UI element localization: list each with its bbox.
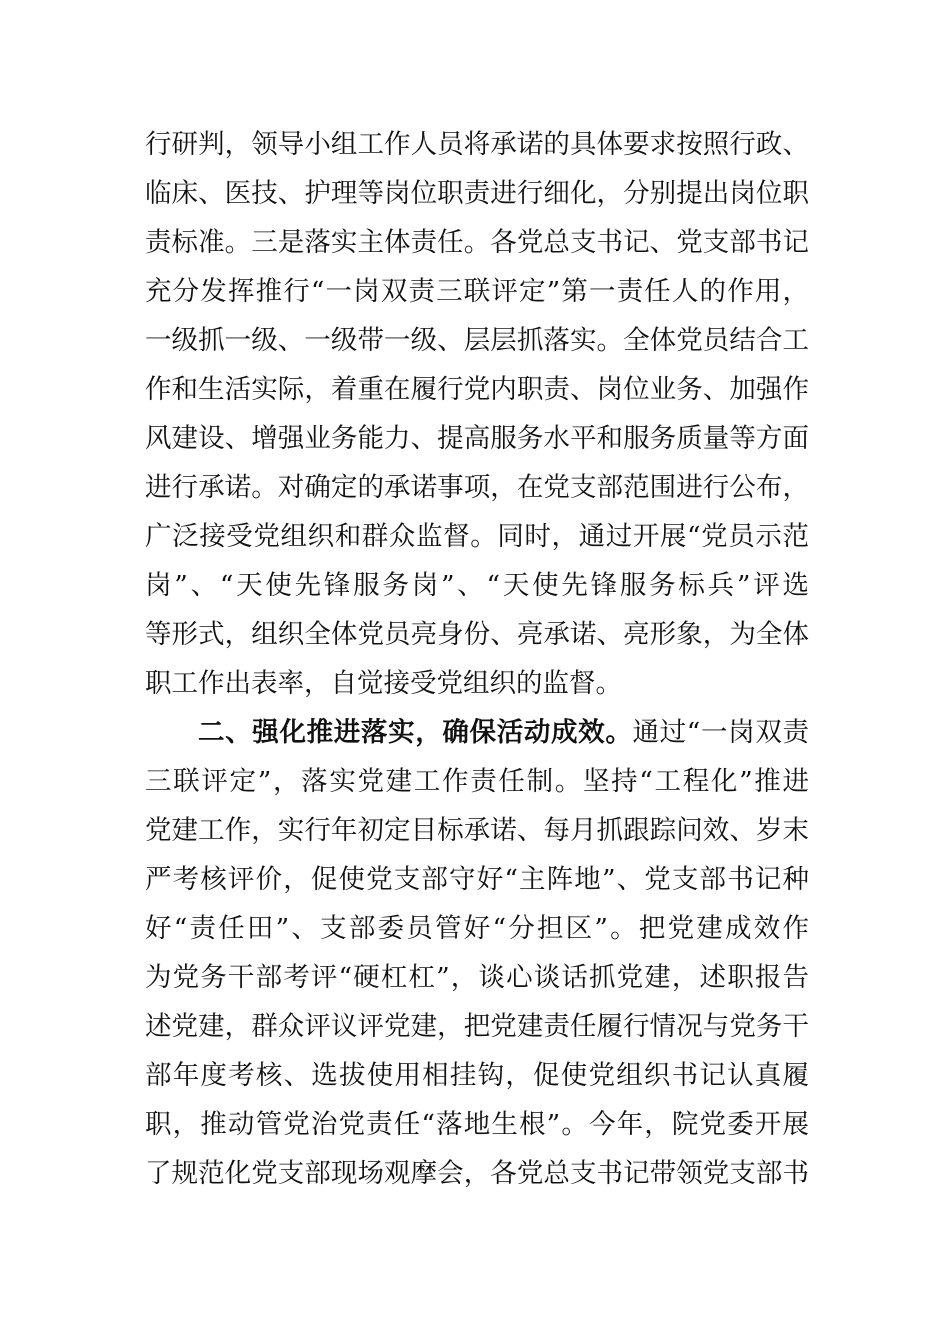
text-line: 好“责任田”、支部委员管好“分担区”。把党建成效作 bbox=[145, 913, 809, 944]
text-line: 党建工作，实行年初定目标承诺、每月抓跟踪问效、岁末 bbox=[145, 815, 809, 846]
text-line: 等形式，组织全体党员亮身份、亮承诺、亮形象，为全体 bbox=[145, 619, 809, 650]
text-line: 了规范化党支部现场观摩会，各党总支书记带领党支部书 bbox=[145, 1158, 809, 1189]
text-line: 进行承诺。对确定的承诺事项，在党支部范围进行公布， bbox=[145, 472, 809, 503]
paragraph-1 bbox=[145, 120, 809, 708]
text-line: 行研判，领导小组工作人员将承诺的具体要求按照行政、 bbox=[145, 129, 809, 160]
text-line: 临床、医技、护理等岗位职责进行细化，分别提出岗位职 bbox=[145, 178, 809, 209]
text-line: 岗”、“天使先锋服务岗”、“天使先锋服务标兵”评选 bbox=[145, 570, 809, 601]
section-heading: 二、强化推进落实，确保活动成效。 bbox=[198, 717, 633, 748]
text-line: 为党务干部考评“硬杠杠”，谈心谈话抓党建，述职报告 bbox=[145, 962, 809, 993]
text-line: 职，推动管党治党责任“落地生根”。今年，院党委开展 bbox=[145, 1109, 809, 1140]
text-line: 三联评定”，落实党建工作责任制。坚持“工程化”推进 bbox=[145, 766, 809, 797]
text-fragment: 通过“一岗双责 bbox=[632, 717, 809, 748]
text-line: 作和生活实际，着重在履行党内职责、岗位业务、加强作 bbox=[145, 374, 809, 405]
text-line: 责标准。三是落实主体责任。各党总支书记、党支部书记 bbox=[145, 227, 809, 258]
text-line: 部年度考核、选拔使用相挂钩，促使党组织书记认真履 bbox=[145, 1060, 809, 1091]
text-line: 述党建，群众评议评党建，把党建责任履行情况与党务干 bbox=[145, 1011, 809, 1042]
text-line: 广泛接受党组织和群众监督。同时，通过开展“党员示范 bbox=[145, 521, 809, 552]
paragraph-first-line bbox=[145, 708, 809, 757]
document-body bbox=[145, 120, 809, 1198]
text-line: 充分发挥推行“一岗双责三联评定”第一责任人的作用， bbox=[145, 276, 809, 307]
text-line: 一级抓一级、一级带一级、层层抓落实。全体党员结合工 bbox=[145, 325, 809, 356]
text-line: 职工作出表率，自觉接受党组织的监督。 bbox=[145, 668, 622, 699]
paragraph-2 bbox=[145, 708, 809, 1198]
text-line: 严考核评价，促使党支部守好“主阵地”、党支部书记种 bbox=[145, 864, 809, 895]
text-line: 风建设、增强业务能力、提高服务水平和服务质量等方面 bbox=[145, 423, 809, 454]
